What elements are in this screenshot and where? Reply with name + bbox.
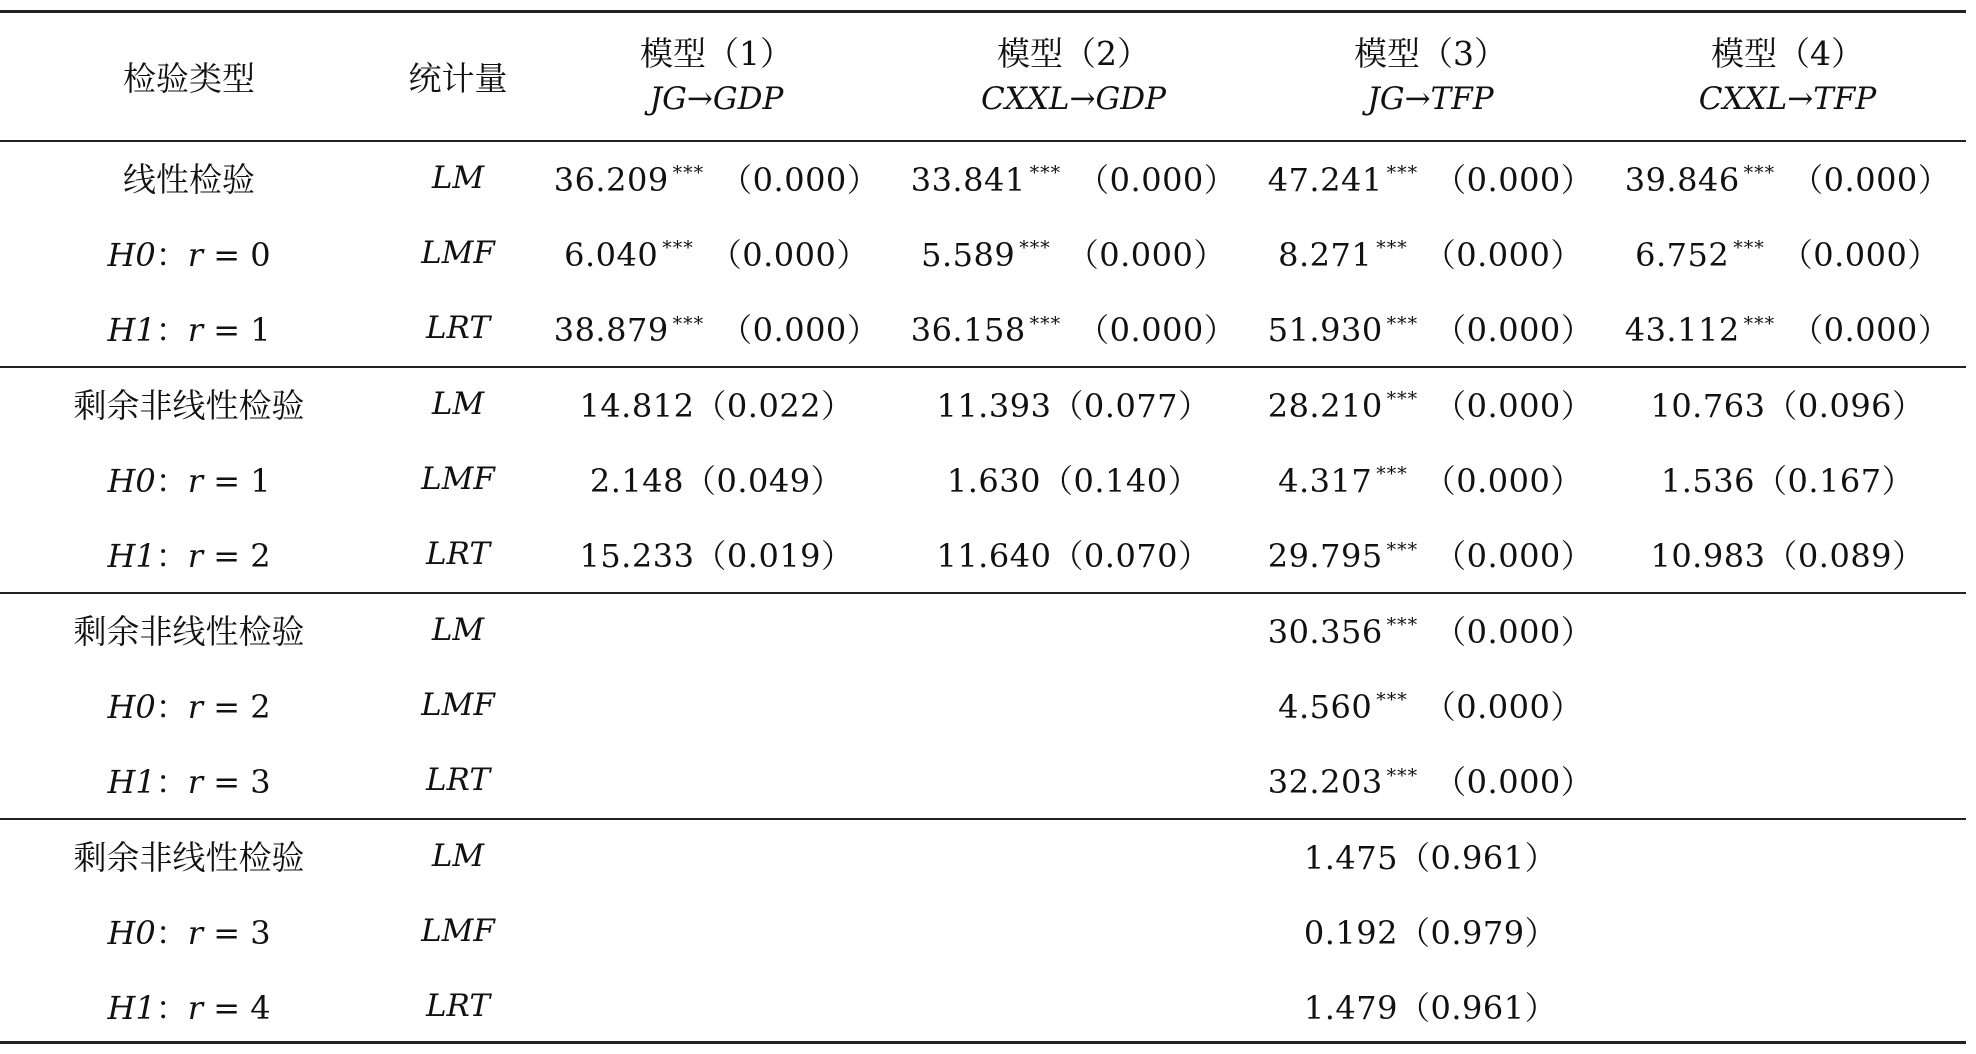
statistic-value: 1.479	[1303, 989, 1398, 1028]
p-value: （0.049）	[683, 461, 844, 500]
p-value: （0.019）	[694, 537, 854, 576]
statistic-value: 15.233	[579, 537, 695, 576]
model-2-value-cell	[895, 140, 1252, 215]
model-4-value-cell	[1609, 667, 1966, 742]
significance-stars: ***	[662, 237, 694, 260]
significance-stars: ***	[672, 312, 705, 335]
hypothesis-equals: =	[203, 913, 251, 952]
p-value: （0.000）	[1066, 235, 1226, 274]
hypothesis-separator: ：	[155, 913, 188, 952]
significance-stars: ***	[1733, 237, 1765, 260]
model-1-value-cell	[538, 743, 895, 818]
table-row	[0, 215, 1966, 290]
hypothesis-equals: =	[203, 763, 251, 802]
model-1-value-cell	[538, 215, 895, 290]
significance-stars: ***	[1386, 538, 1419, 561]
statistic-value: 8.271	[1278, 235, 1373, 274]
model-3-value-cell	[1252, 893, 1609, 968]
statistic-value: 10.763	[1650, 386, 1766, 425]
model-1-value-cell	[538, 441, 895, 516]
significance-stars: ***	[1386, 162, 1419, 184]
hypothesis-label	[0, 215, 378, 290]
hypothesis-value: 2	[250, 687, 271, 726]
model-4-value-cell	[1609, 366, 1966, 441]
model-4-formula: CXXL→TFP	[1698, 80, 1877, 117]
significance-stars: ***	[1386, 764, 1419, 787]
p-value: （0.000）	[1434, 311, 1594, 350]
statistic-value: 6.040	[564, 235, 659, 274]
hypothesis-variable: r	[187, 461, 204, 500]
model-4-value-cell	[1609, 441, 1966, 516]
statistic-value: 47.241	[1267, 160, 1383, 199]
model-2-value-cell	[895, 893, 1252, 968]
model-2-value-cell	[895, 215, 1252, 290]
header-model-1	[538, 13, 895, 140]
model-1-value-cell	[538, 667, 895, 742]
model-2-value-cell	[895, 818, 1252, 893]
statistic-name: LRT	[425, 988, 491, 1025]
model-3-value-cell	[1252, 441, 1609, 516]
statistic-value: 43.112	[1624, 311, 1740, 350]
model-4-value-cell	[1609, 893, 1966, 968]
hypothesis-name: H1	[107, 311, 156, 350]
hypothesis-value: 3	[250, 763, 271, 802]
statistic-name: LMF	[421, 686, 495, 723]
model-2-value-cell	[895, 743, 1252, 818]
statistic-name: LRT	[425, 762, 491, 799]
p-value: （0.000）	[1423, 461, 1583, 500]
hypothesis-name: H0	[107, 913, 156, 952]
statistic-value: 30.356	[1267, 612, 1383, 651]
hypothesis-name: H1	[107, 537, 156, 576]
p-value: （0.000）	[1434, 386, 1594, 425]
model-2-value-cell	[895, 969, 1252, 1044]
p-value: （0.000）	[1423, 235, 1583, 274]
table-row	[0, 893, 1966, 968]
significance-stars: ***	[1376, 463, 1408, 486]
model-3-value-cell	[1252, 592, 1609, 667]
p-value: （0.961）	[1397, 838, 1558, 877]
significance-stars: ***	[1029, 312, 1062, 335]
p-value: （0.000）	[1434, 537, 1594, 576]
statistic-value: 32.203	[1267, 763, 1383, 802]
hypothesis-equals: =	[203, 235, 251, 274]
hypothesis-label	[0, 743, 378, 818]
model-1-value-cell	[538, 893, 895, 968]
hypothesis-name: H0	[107, 687, 156, 726]
table-row	[0, 291, 1966, 366]
model-1-title: 模型（1）	[640, 33, 793, 73]
model-3-value-cell	[1252, 140, 1609, 215]
model-2-value-cell	[895, 366, 1252, 441]
statistic-value: 11.640	[936, 537, 1052, 576]
statistic-name: LM	[431, 385, 485, 422]
model-3-value-cell	[1252, 291, 1609, 366]
hypothesis-variable: r	[187, 537, 204, 576]
statistic-value: 0.192	[1303, 913, 1398, 952]
model-1-value-cell	[538, 818, 895, 893]
significance-stars: ***	[1386, 613, 1419, 636]
model-4-value-cell	[1609, 969, 1966, 1044]
table-row	[0, 140, 1966, 215]
hypothesis-equals: =	[203, 687, 251, 726]
hypothesis-value: 4	[250, 989, 271, 1028]
header-statistic: 统计量	[408, 59, 508, 98]
statistic-name: LMF	[421, 460, 495, 497]
statistic-value: 36.209	[553, 160, 669, 199]
model-3-value-cell	[1252, 517, 1609, 592]
nonlinearity-test-table	[0, 13, 1966, 1044]
statistic-value: 6.752	[1635, 235, 1730, 274]
p-value: （0.000）	[1791, 160, 1951, 199]
statistic-value: 33.841	[910, 160, 1026, 199]
header-test-type: 检验类型	[123, 59, 255, 98]
significance-stars: ***	[1376, 689, 1408, 712]
significance-stars: ***	[1743, 312, 1776, 335]
statistic-value: 36.158	[910, 311, 1026, 350]
hypothesis-name: H1	[107, 989, 156, 1028]
model-4-value-cell	[1609, 818, 1966, 893]
hypothesis-label	[0, 441, 378, 516]
p-value: （0.000）	[709, 235, 869, 274]
statistic-name: LRT	[425, 310, 491, 347]
p-value: （0.000）	[1780, 235, 1940, 274]
statistic-value: 4.317	[1278, 461, 1373, 500]
significance-stars: ***	[1386, 387, 1419, 410]
model-3-value-cell	[1252, 215, 1609, 290]
model-4-value-cell	[1609, 215, 1966, 290]
table-row	[0, 441, 1966, 516]
table-body	[0, 140, 1966, 1044]
model-4-value-cell	[1609, 743, 1966, 818]
p-value: （0.070）	[1051, 537, 1211, 576]
p-value: （0.000）	[1434, 763, 1594, 802]
p-value: （0.096）	[1765, 386, 1925, 425]
model-1-value-cell	[538, 517, 895, 592]
hypothesis-value: 0	[250, 235, 271, 274]
statistic-name: LM	[431, 159, 485, 196]
hypothesis-value: 1	[250, 461, 271, 500]
hypothesis-name: H0	[107, 235, 156, 274]
statistic-value: 1.475	[1303, 838, 1398, 877]
p-value: （0.077）	[1051, 386, 1211, 425]
hypothesis-separator: ：	[155, 763, 188, 802]
p-value: （0.000）	[720, 160, 880, 199]
hypothesis-variable: r	[187, 763, 204, 802]
hypothesis-separator: ：	[155, 311, 188, 350]
model-3-value-cell	[1252, 743, 1609, 818]
hypothesis-equals: =	[203, 537, 251, 576]
p-value: （0.000）	[1077, 311, 1237, 350]
statistic-name: LMF	[421, 912, 495, 949]
model-4-value-cell	[1609, 592, 1966, 667]
table-row	[0, 667, 1966, 742]
table-row	[0, 592, 1966, 667]
p-value: （0.979）	[1397, 913, 1558, 952]
test-type-label: 剩余非线性检验	[73, 838, 305, 878]
hypothesis-label	[0, 893, 378, 968]
statistic-value: 1.630	[946, 461, 1041, 500]
hypothesis-separator: ：	[155, 537, 188, 576]
model-4-title: 模型（4）	[1711, 33, 1864, 73]
p-value: （0.000）	[1791, 311, 1951, 350]
model-2-value-cell	[895, 291, 1252, 366]
statistic-value: 5.589	[921, 235, 1016, 274]
model-1-value-cell	[538, 291, 895, 366]
table-row	[0, 969, 1966, 1044]
hypothesis-variable: r	[187, 913, 204, 952]
hypothesis-separator: ：	[155, 461, 188, 500]
significance-stars: ***	[1376, 237, 1408, 260]
header-model-3	[1252, 13, 1609, 140]
model-2-formula: CXXL→GDP	[981, 80, 1166, 117]
model-2-value-cell	[895, 667, 1252, 742]
hypothesis-label	[0, 667, 378, 742]
significance-stars: ***	[672, 162, 705, 184]
model-4-value-cell	[1609, 517, 1966, 592]
table-row	[0, 366, 1966, 441]
model-3-formula: JG→TFP	[1367, 80, 1494, 117]
model-1-value-cell	[538, 969, 895, 1044]
p-value: （0.000）	[1077, 160, 1237, 199]
model-1-value-cell	[538, 140, 895, 215]
statistic-value: 2.148	[589, 461, 684, 500]
statistic-value: 4.560	[1278, 687, 1373, 726]
model-4-value-cell	[1609, 291, 1966, 366]
model-2-value-cell	[895, 592, 1252, 667]
p-value: （0.167）	[1754, 461, 1915, 500]
statistic-value: 39.846	[1624, 160, 1740, 199]
statistic-name: LRT	[425, 536, 491, 573]
model-3-value-cell	[1252, 969, 1609, 1044]
hypothesis-equals: =	[203, 311, 251, 350]
statistic-value: 51.930	[1267, 311, 1383, 350]
statistic-value: 28.210	[1267, 386, 1383, 425]
table-row	[0, 517, 1966, 592]
table-row	[0, 743, 1966, 818]
hypothesis-value: 3	[250, 913, 271, 952]
statistic-name: LM	[431, 837, 485, 874]
model-3-value-cell	[1252, 667, 1609, 742]
statistic-name: LMF	[421, 234, 495, 271]
statistic-value: 29.795	[1267, 537, 1383, 576]
hypothesis-label	[0, 291, 378, 366]
p-value: （0.000）	[1434, 612, 1594, 651]
statistic-name: LM	[431, 611, 485, 648]
model-3-title: 模型（3）	[1354, 33, 1507, 73]
model-3-value-cell	[1252, 818, 1609, 893]
p-value: （0.000）	[1423, 687, 1583, 726]
significance-stars: ***	[1743, 162, 1776, 184]
hypothesis-variable: r	[187, 687, 204, 726]
hypothesis-variable: r	[187, 311, 204, 350]
hypothesis-value: 1	[250, 311, 271, 350]
model-1-value-cell	[538, 592, 895, 667]
hypothesis-separator: ：	[155, 989, 188, 1028]
test-type-label: 线性检验	[123, 160, 255, 200]
header-model-4	[1609, 13, 1966, 140]
model-2-title: 模型（2）	[997, 33, 1150, 73]
hypothesis-separator: ：	[155, 687, 188, 726]
p-value: （0.961）	[1397, 989, 1558, 1028]
hypothesis-name: H0	[107, 461, 156, 500]
statistic-value: 11.393	[936, 386, 1052, 425]
model-4-value-cell	[1609, 140, 1966, 215]
model-2-value-cell	[895, 517, 1252, 592]
p-value: （0.089）	[1765, 537, 1925, 576]
hypothesis-label	[0, 517, 378, 592]
statistic-value: 1.536	[1660, 461, 1755, 500]
header-model-2	[895, 13, 1252, 140]
p-value: （0.000）	[1434, 160, 1594, 199]
model-1-formula: JG→GDP	[649, 80, 784, 117]
model-3-value-cell	[1252, 366, 1609, 441]
statistic-value: 14.812	[579, 386, 695, 425]
model-1-value-cell	[538, 366, 895, 441]
header-row	[0, 13, 1966, 140]
hypothesis-name: H1	[107, 763, 156, 802]
hypothesis-value: 2	[250, 537, 271, 576]
model-2-value-cell	[895, 441, 1252, 516]
hypothesis-label	[0, 969, 378, 1044]
hypothesis-equals: =	[203, 989, 251, 1028]
significance-stars: ***	[1019, 237, 1051, 260]
statistic-value: 10.983	[1650, 537, 1766, 576]
significance-stars: ***	[1029, 162, 1062, 184]
significance-stars: ***	[1386, 312, 1419, 335]
hypothesis-variable: r	[187, 989, 204, 1028]
hypothesis-separator: ：	[155, 235, 188, 274]
p-value: （0.000）	[720, 311, 880, 350]
table-row	[0, 818, 1966, 893]
p-value: （0.022）	[694, 386, 854, 425]
test-type-label: 剩余非线性检验	[73, 612, 305, 652]
p-value: （0.140）	[1040, 461, 1201, 500]
test-type-label: 剩余非线性检验	[73, 386, 305, 426]
statistic-value: 38.879	[553, 311, 669, 350]
hypothesis-equals: =	[203, 461, 251, 500]
hypothesis-variable: r	[187, 235, 204, 274]
